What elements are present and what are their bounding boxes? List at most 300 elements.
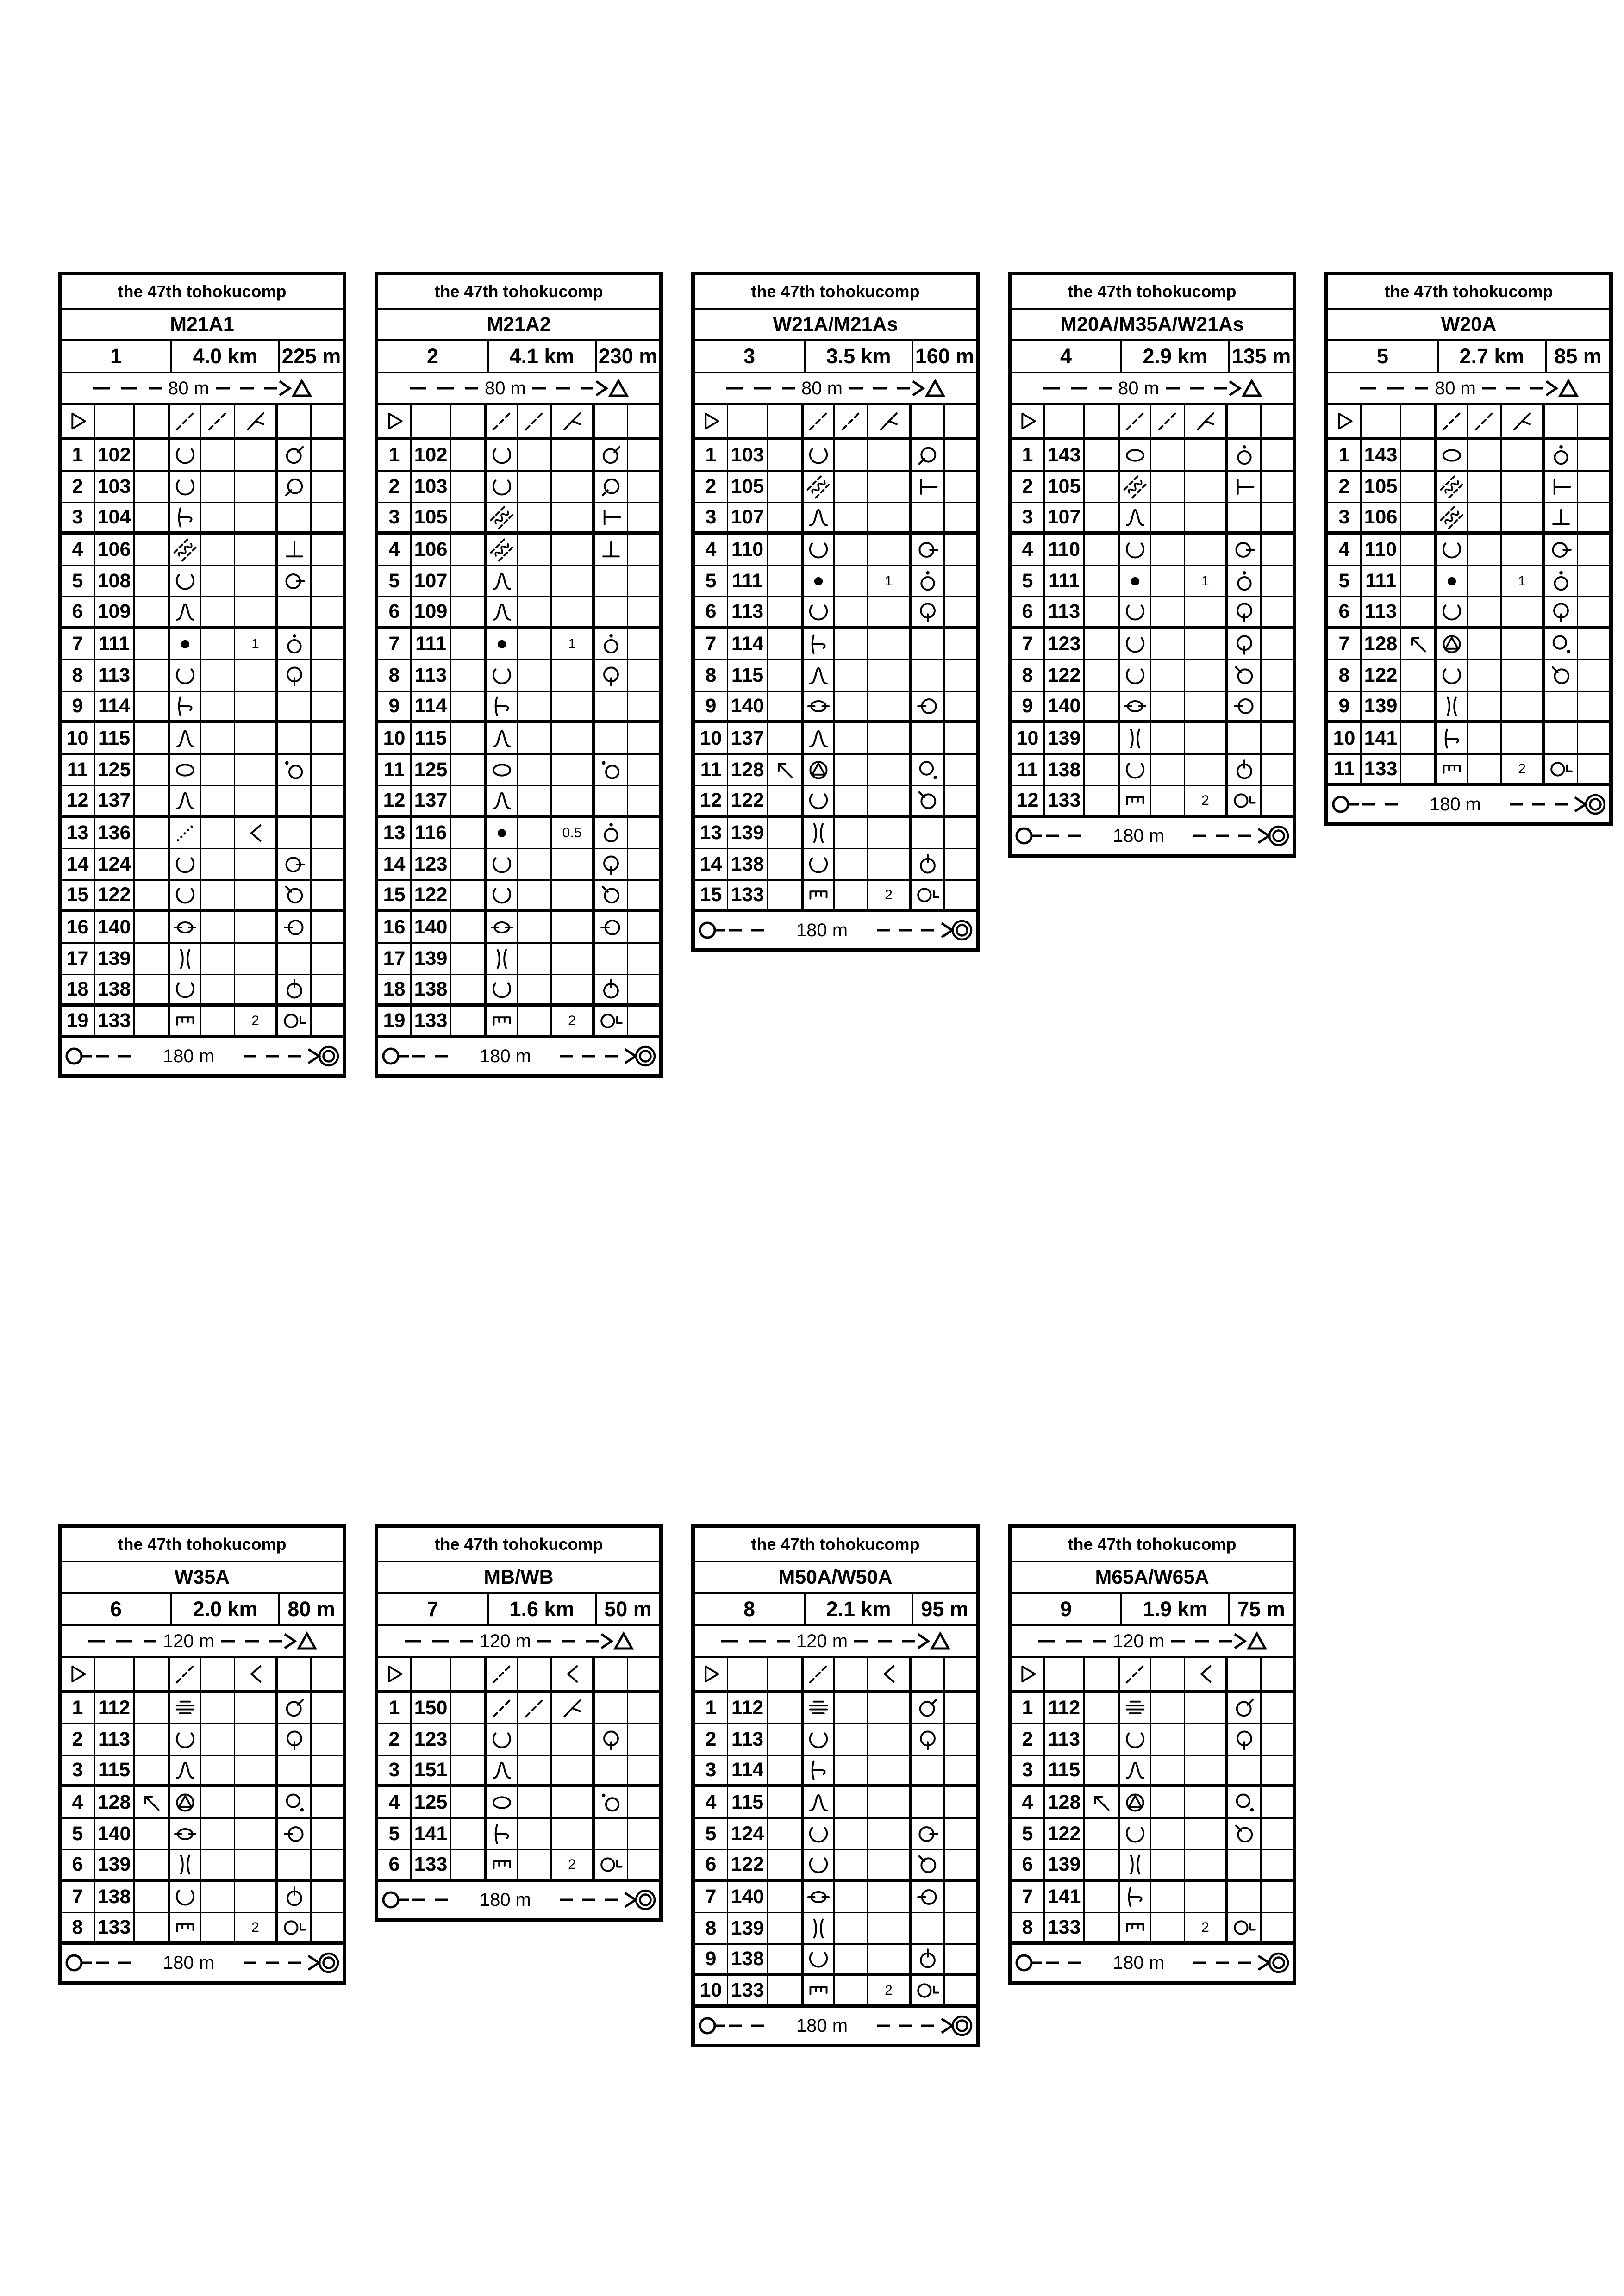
cell-number <box>62 692 95 720</box>
cell-code <box>728 1756 768 1784</box>
cell-which <box>451 723 487 753</box>
control-code: 141 <box>1047 1885 1081 1908</box>
arrow-to-finish-double-circle-icon <box>877 2015 973 2037</box>
saddle-icon <box>806 1916 831 1941</box>
cell-feature <box>804 535 835 565</box>
cell-dimensions <box>1185 440 1228 470</box>
control-row <box>695 566 976 597</box>
cell-code <box>412 723 451 753</box>
finish-distance-row <box>695 2008 976 2044</box>
control-row <box>1012 1756 1293 1787</box>
cell-info <box>1578 405 1609 437</box>
cell-location <box>595 1658 628 1690</box>
cell-dimensions <box>552 472 595 502</box>
cell-which <box>1085 723 1120 753</box>
cell-number <box>378 660 412 691</box>
control-code: 133 <box>1047 1916 1081 1938</box>
cell-number <box>1012 786 1045 815</box>
course-length: 1.6 km <box>487 1594 595 1624</box>
cell-number <box>378 1724 412 1755</box>
corner-icon <box>1232 1916 1256 1940</box>
cell-info <box>628 1007 659 1035</box>
cell-location <box>912 1945 945 1973</box>
cell-feature <box>1437 755 1468 783</box>
reentrant-icon <box>173 1728 197 1752</box>
cell-which <box>1085 755 1120 785</box>
cell-feature <box>487 1819 518 1849</box>
cell-which <box>451 405 487 437</box>
cell-feature <box>487 1724 518 1755</box>
cell-dimensions <box>552 723 595 753</box>
cell-location <box>1228 535 1262 565</box>
cell-number <box>695 692 728 720</box>
control-code: 122 <box>731 789 764 811</box>
cell-location <box>595 818 628 848</box>
cell-appearance <box>1151 629 1185 659</box>
cell-code <box>95 503 135 531</box>
cell-code <box>412 692 451 720</box>
cell-info <box>1578 723 1609 753</box>
cell-code <box>728 1945 768 1973</box>
cell-code <box>412 1850 451 1879</box>
cell-dimensions <box>868 1850 912 1879</box>
cell-appearance <box>518 1850 552 1879</box>
cell-feature <box>170 597 201 626</box>
cell-location <box>912 818 945 848</box>
last-control-circle-icon <box>381 1045 450 1067</box>
cell-number <box>1012 660 1045 691</box>
reentrant-icon <box>173 852 197 877</box>
arrow-to-start-triangle-icon <box>1482 378 1579 399</box>
cell-code <box>728 1882 768 1912</box>
cell-code <box>412 755 451 785</box>
cell-info <box>945 849 976 879</box>
cell-which <box>768 723 804 753</box>
cell-number <box>62 1850 95 1879</box>
control-code: 106 <box>97 538 131 560</box>
cell-code <box>728 786 768 815</box>
cell-code <box>1045 1882 1085 1912</box>
dot-n-icon <box>1549 569 1573 593</box>
cell-info <box>1262 472 1293 502</box>
cell-feature <box>804 1724 835 1755</box>
reentrant-icon <box>1123 632 1147 656</box>
cell-feature <box>487 1787 518 1817</box>
cell-which <box>1401 566 1437 596</box>
cell-info <box>312 1819 343 1849</box>
cell-code <box>412 1787 451 1817</box>
ellipse-icon <box>1440 443 1464 467</box>
cell-feature <box>487 629 518 659</box>
cell-info <box>1262 1850 1293 1879</box>
class-name: M20A/M35A/W21As <box>1012 310 1293 341</box>
dot-n-icon <box>282 632 306 656</box>
control-code: 124 <box>97 853 131 875</box>
tick-s-icon <box>1232 600 1256 624</box>
event-title: the 47th tohokucomp <box>695 275 976 310</box>
dot-se-icon <box>916 758 940 782</box>
cell-location <box>912 1724 945 1755</box>
gully-icon <box>1123 475 1147 499</box>
cell-dimensions <box>552 1693 595 1723</box>
control-code: 106 <box>1364 506 1398 528</box>
control-row <box>695 1787 976 1819</box>
cell-code <box>728 440 768 470</box>
fence-icon <box>806 883 831 907</box>
cell-feature <box>1437 503 1468 531</box>
cell-info <box>628 1756 659 1784</box>
cell-feature <box>804 472 835 502</box>
cell-location <box>1228 1882 1262 1912</box>
cell-info <box>1262 660 1293 691</box>
cell-appearance <box>1151 535 1185 565</box>
cell-appearance <box>518 503 552 531</box>
cell-number <box>62 975 95 1003</box>
cell-code <box>412 975 451 1003</box>
cell-which <box>451 1756 487 1784</box>
cell-code <box>412 1819 451 1849</box>
cell-number <box>1012 1658 1045 1690</box>
cell-which <box>1401 535 1437 565</box>
cell-code <box>95 472 135 502</box>
cell-appearance <box>201 566 235 596</box>
cell-dimensions <box>235 1658 278 1690</box>
control-number: 5 <box>388 570 400 592</box>
cell-code <box>412 597 451 626</box>
cell-number <box>378 692 412 720</box>
cell-dimensions <box>552 566 595 596</box>
cell-code <box>412 503 451 531</box>
cell-appearance <box>1151 503 1185 531</box>
control-number: 7 <box>72 1885 83 1908</box>
control-row <box>1012 1693 1293 1724</box>
cell-appearance <box>201 1658 235 1690</box>
cell-which <box>1085 535 1120 565</box>
cell-number <box>1012 629 1045 659</box>
cell-appearance <box>1151 1658 1185 1690</box>
control-number: 10 <box>66 727 89 749</box>
control-row <box>378 1756 659 1787</box>
perp-r-icon <box>1232 475 1256 499</box>
cell-feature <box>1120 535 1151 565</box>
cell-number <box>1328 692 1362 720</box>
cell-appearance <box>1468 566 1502 596</box>
cell-location <box>1228 1819 1262 1849</box>
cell-dimensions <box>1185 1882 1228 1912</box>
control-row <box>1012 472 1293 503</box>
cell-location <box>912 597 945 626</box>
cell-which <box>768 881 804 909</box>
control-code: 106 <box>414 538 448 560</box>
class-name: M21A1 <box>62 310 343 341</box>
path-icon <box>522 1696 546 1720</box>
cell-location <box>1228 1693 1262 1723</box>
course-summary-row <box>695 1594 976 1626</box>
cell-which <box>768 1819 804 1849</box>
perp-u-icon <box>599 538 623 562</box>
cell-dimensions <box>868 786 912 815</box>
control-number: 3 <box>72 1759 83 1781</box>
dimension-value: 2 <box>568 1013 576 1028</box>
cell-info <box>628 597 659 626</box>
cell-code <box>1045 1913 1085 1941</box>
cell-info <box>945 629 976 659</box>
cell-code <box>95 944 135 974</box>
cell-info <box>1262 1724 1293 1755</box>
control-row <box>62 849 343 881</box>
cell-number <box>1328 660 1362 691</box>
hill-icon <box>806 664 831 688</box>
cell-appearance <box>201 472 235 502</box>
cell-location <box>1228 440 1262 470</box>
cell-appearance <box>201 1756 235 1784</box>
cell-feature <box>804 1819 835 1849</box>
control-row <box>378 692 659 723</box>
control-row <box>1012 566 1293 597</box>
cell-which <box>135 1756 170 1784</box>
class-name: M65A/W65A <box>1012 1562 1293 1594</box>
perp-u-icon <box>1549 505 1573 529</box>
control-code: 128 <box>1364 633 1398 655</box>
control-row <box>62 440 343 472</box>
ellipse-icon <box>1123 443 1147 467</box>
control-code: 103 <box>731 444 764 466</box>
finish-distance-label: 180 m <box>479 1889 531 1910</box>
control-number: 5 <box>705 1823 717 1845</box>
cell-dimensions <box>235 723 278 753</box>
cell-appearance <box>1468 755 1502 783</box>
control-number: 3 <box>1338 506 1350 528</box>
cell-feature <box>1120 597 1151 626</box>
dimension-value: 1 <box>885 573 893 589</box>
reentrant-icon <box>1440 664 1464 688</box>
cell-appearance <box>835 1724 868 1755</box>
cell-info <box>628 1693 659 1723</box>
cell-which <box>451 849 487 879</box>
knoll-icon <box>490 632 514 656</box>
control-row <box>62 1850 343 1882</box>
cell-code <box>728 535 768 565</box>
cell-appearance <box>201 912 235 942</box>
cell-feature <box>487 1756 518 1784</box>
cell-dimensions <box>1502 503 1545 531</box>
cell-which <box>1401 472 1437 502</box>
finish-distance-label: 180 m <box>479 1045 531 1066</box>
cell-appearance <box>835 597 868 626</box>
cell-code <box>95 755 135 785</box>
course-climb: 225 m <box>278 341 343 372</box>
cell-number <box>695 1976 728 2004</box>
cell-info <box>1578 660 1609 691</box>
reentrant-icon <box>1440 538 1464 562</box>
cell-location <box>595 975 628 1003</box>
cell-number <box>378 1756 412 1784</box>
course-climb: 95 m <box>912 1594 976 1624</box>
control-code: 114 <box>731 1759 764 1781</box>
reentrant-icon <box>490 475 514 499</box>
course-climb: 75 m <box>1228 1594 1293 1624</box>
cell-location <box>595 1819 628 1849</box>
cell-dimensions <box>868 723 912 753</box>
cell-dimensions <box>1185 1787 1228 1817</box>
reentrant-icon <box>806 1853 831 1877</box>
cell-number <box>695 597 728 626</box>
control-row <box>1012 1882 1293 1913</box>
control-number: 1 <box>1022 444 1033 466</box>
arrow-to-start-triangle-icon <box>221 1630 317 1652</box>
control-number: 4 <box>72 538 83 560</box>
control-row <box>378 535 659 566</box>
cell-info <box>312 660 343 691</box>
cell-dimensions <box>552 1819 595 1849</box>
cell-feature <box>1120 1850 1151 1879</box>
control-number: 5 <box>72 570 83 592</box>
cell-dimensions <box>868 405 912 437</box>
course-summary-row <box>378 1594 659 1626</box>
cell-dimensions <box>868 1913 912 1943</box>
reentrant-icon <box>173 883 197 907</box>
cell-location <box>1228 1913 1262 1941</box>
control-code: 137 <box>97 789 131 811</box>
control-row <box>695 472 976 503</box>
cell-dimensions <box>1185 1693 1228 1723</box>
cell-dimensions <box>1502 755 1545 783</box>
class-name: M21A2 <box>378 310 659 341</box>
cell-location <box>1228 629 1262 659</box>
depression-icon <box>806 694 831 718</box>
cell-code <box>1362 597 1401 626</box>
dimension-value: 2 <box>1518 761 1526 777</box>
cell-appearance <box>518 849 552 879</box>
dot-n-icon <box>599 632 623 656</box>
cell-number <box>62 566 95 596</box>
control-code: 115 <box>414 727 447 749</box>
class-name: W35A <box>62 1562 343 1594</box>
saddle-icon <box>1123 727 1147 751</box>
control-row <box>378 660 659 692</box>
cell-number <box>695 629 728 659</box>
cell-dimensions <box>552 692 595 720</box>
cell-which <box>135 1819 170 1849</box>
course-length: 4.0 km <box>170 341 278 372</box>
cell-info <box>945 786 976 815</box>
event-title: the 47th tohokucomp <box>1328 275 1609 310</box>
cell-number <box>378 723 412 753</box>
control-row <box>62 660 343 692</box>
slope-lines-icon <box>806 1696 831 1720</box>
cell-dimensions <box>552 440 595 470</box>
cell-location <box>278 629 312 659</box>
cell-location <box>595 566 628 596</box>
cell-feature <box>170 912 201 942</box>
control-row <box>695 1819 976 1850</box>
control-row <box>1012 629 1293 660</box>
control-number: 6 <box>388 1853 400 1875</box>
reentrant-icon <box>806 1947 831 1971</box>
reentrant-icon <box>490 1728 514 1752</box>
tick-w-icon <box>282 1822 306 1846</box>
cell-dimensions <box>235 1819 278 1849</box>
cell-location <box>912 1882 945 1912</box>
dashed-line-icon <box>1042 378 1112 398</box>
path-icon <box>1123 1662 1147 1686</box>
cell-which <box>135 818 170 848</box>
cell-dimensions <box>868 503 912 531</box>
control-code: 114 <box>414 695 447 717</box>
dashed-line-icon <box>1037 1631 1106 1651</box>
cell-number <box>62 440 95 470</box>
cell-info <box>628 881 659 909</box>
cell-dimensions <box>1502 629 1545 659</box>
cell-which <box>1401 723 1437 753</box>
cell-appearance <box>835 692 868 720</box>
dimension-value: 2 <box>885 1982 893 1998</box>
cell-code <box>95 1850 135 1879</box>
dimension-value: 2 <box>1201 792 1209 808</box>
control-row <box>1012 1913 1293 1945</box>
cell-which <box>135 566 170 596</box>
control-code: 139 <box>1047 1853 1081 1875</box>
cell-code <box>95 1913 135 1941</box>
terrace-icon <box>490 694 514 718</box>
course-number: 3 <box>743 344 756 368</box>
terrace-icon <box>173 505 197 529</box>
tick-ne-icon <box>282 1696 306 1720</box>
control-row <box>378 1724 659 1756</box>
cell-feature <box>804 566 835 596</box>
course-length: 1.9 km <box>1120 1594 1228 1624</box>
class-name: W21A/M21As <box>695 310 976 341</box>
arrow-nw-icon <box>773 758 797 782</box>
cell-which <box>135 440 170 470</box>
cell-feature <box>487 975 518 1003</box>
cell-dimensions <box>868 472 912 502</box>
cell-info <box>312 849 343 879</box>
cell-info <box>1578 597 1609 626</box>
last-control-circle-icon <box>381 1889 450 1910</box>
cell-location <box>278 440 312 470</box>
control-number: 6 <box>1338 600 1350 622</box>
control-number: 4 <box>388 538 400 560</box>
control-number: 6 <box>705 1853 717 1875</box>
cell-info <box>628 723 659 753</box>
control-row <box>62 818 343 849</box>
control-code: 107 <box>731 506 764 528</box>
control-code: 115 <box>98 727 131 749</box>
control-row <box>1012 535 1293 566</box>
control-code: 139 <box>731 1917 764 1939</box>
cell-which <box>451 660 487 691</box>
cell-code <box>95 786 135 815</box>
cell-info <box>1262 1658 1293 1690</box>
cell-feature <box>1437 472 1468 502</box>
control-number: 4 <box>72 1791 83 1813</box>
tick-nw-icon <box>599 883 623 907</box>
control-card-W35A <box>58 1524 346 1985</box>
control-number: 4 <box>705 538 717 560</box>
control-number: 11 <box>1333 758 1355 780</box>
cell-feature <box>1437 723 1468 753</box>
cell-info <box>628 755 659 785</box>
control-number: 5 <box>1338 570 1350 592</box>
cell-feature <box>1120 1724 1151 1755</box>
cell-which <box>1085 786 1120 815</box>
cell-info <box>628 849 659 879</box>
event-title: the 47th tohokucomp <box>1012 275 1293 310</box>
cell-info <box>1578 566 1609 596</box>
reentrant-icon <box>806 443 831 467</box>
cell-appearance <box>201 629 235 659</box>
